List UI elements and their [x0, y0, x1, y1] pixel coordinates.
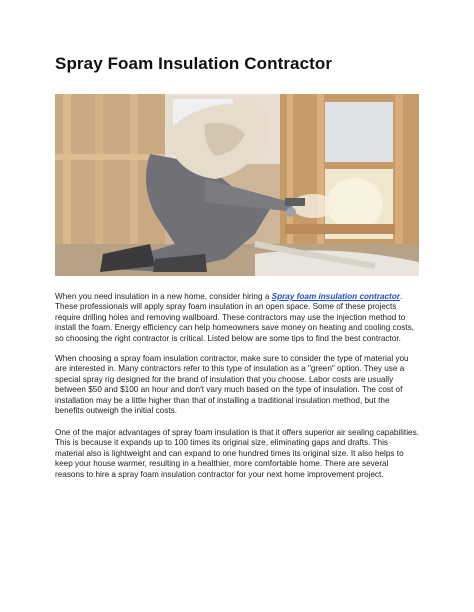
page-title: Spray Foam Insulation Contractor	[55, 54, 333, 73]
material-paragraph: When choosing a spray foam insulation contractor, make sure to consider the type of material you are interested in. Many contractors refer to this type of insulation as a "green" option. They use a special spray rig designed for the brand of insulation that you choose. Labor costs are usually between $50 and $100 an hour and don't vary much based on the type of insulation. The cost of installation may be a little higher than that of installing a traditional insulation method, but the benefits outweigh the initial costs.	[55, 354, 409, 416]
worker-spraying-foam-photo	[55, 94, 419, 276]
spray-foam-contractor-link[interactable]: Spray foam insulation contractor	[271, 292, 400, 301]
intro-text-after-link: . These professionals will apply spray foam insulation in an open space. Some of these projects require drilling holes and removing wallboard. These contractors may use the injection method to install the foam. Energy efficiency can help homeowners save money on heating and cooling costs, so choosing the right contractor is critical. Listed below are some tips to find the best contractor.	[55, 292, 414, 343]
intro-paragraph	[55, 292, 419, 344]
intro-text-before-link: When you need insulation in a new home, consider hiring a	[55, 292, 272, 301]
advantages-paragraph: One of the major advantages of spray foam insulation is that it offers superior air sealing capabilities. This is because it expands up to 100 times its original size, eliminating gaps and drafts. This material also is lightweight and can expand to one hundred times its original size. It also helps to keep your house warmer, resulting in a healthier, more comfortable home. There are several reasons to hire a spray foam insulation contractor for your next home improvement project.	[55, 428, 419, 479]
